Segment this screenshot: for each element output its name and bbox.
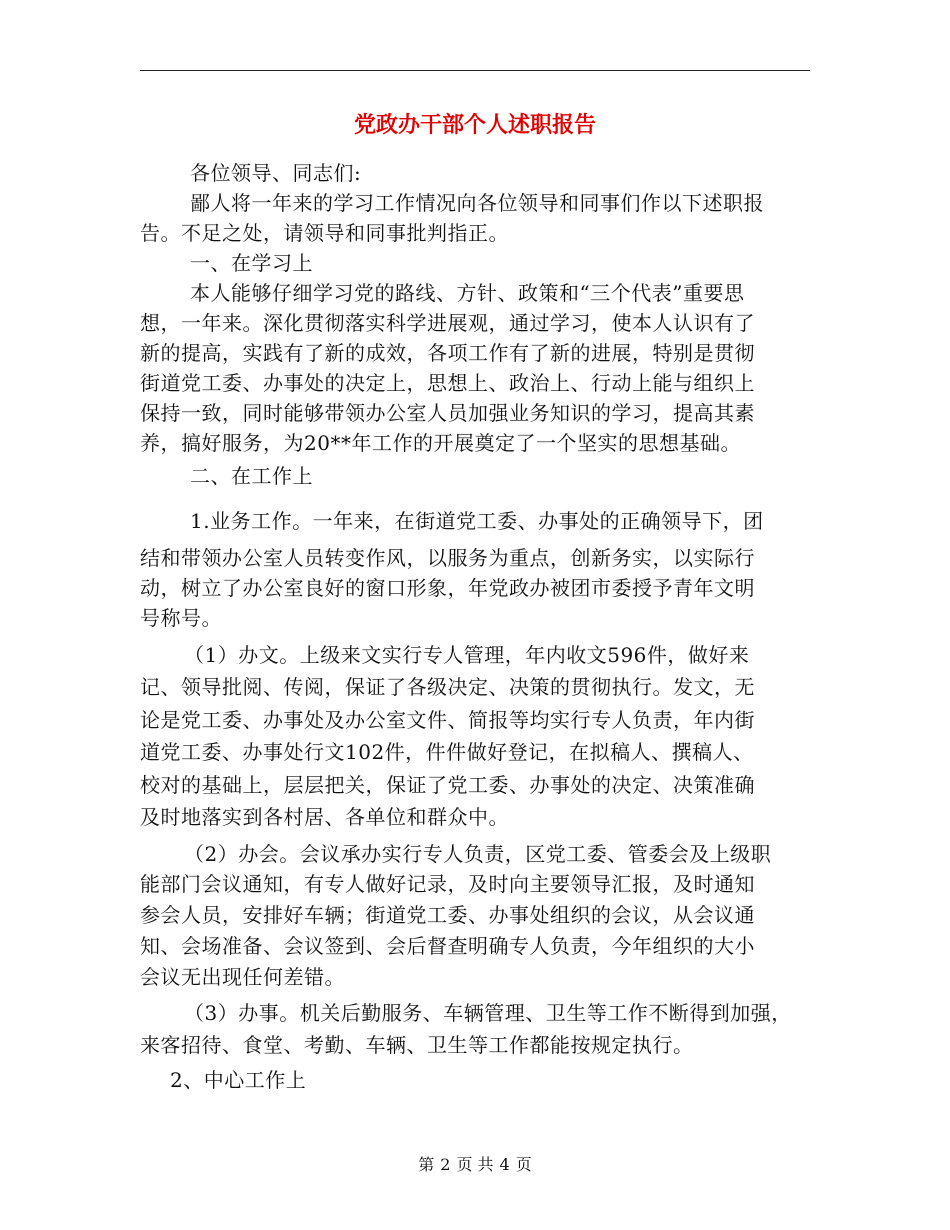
body-line: 道党工委、办事处行文102件，件件做好登记，在拟稿人、撰稿人、 (140, 740, 754, 764)
page-footer (0, 1153, 950, 1177)
body-line: 1.业务工作。一年来，在街道党工委、办事处的正确领导下，团 (190, 509, 764, 533)
body-line: （2）办会。会议承办实行专人负责，区党工委、管委会及上级职 (184, 842, 772, 866)
footer-middle: 页 共 (456, 1155, 494, 1174)
body-line: 新的提高，实践有了新的成效，各项工作有了新的进展，特别是贯彻 (140, 341, 755, 365)
body-line: 本人能够仔细学习党的路线、方针、政策和“三个代表”重要思 (190, 281, 745, 305)
body-line: 各位领导、同志们: (190, 161, 362, 185)
body-line: 记、领导批阅、传阅，保证了各级决定、决策的贯彻执行。发文，无 (140, 675, 755, 699)
body-line: 知、会场准备、会议签到、会后督查明确专人负责，今年组织的大小 (140, 934, 755, 958)
footer-page-number: 2 (440, 1155, 451, 1174)
body-line: 参会人员，安排好车辆；街道党工委、办事处组织的会议，从会议通 (140, 903, 755, 927)
body-line: 来客招待、食堂、考勤、车辆、卫生等工作都能按规定执行。 (140, 1033, 694, 1057)
body-line: 能部门会议通知，有专人做好记录，及时向主要领导汇报，及时通知 (140, 872, 755, 896)
body-line: 会议无出现任何差错。 (140, 965, 345, 989)
body-line: 想，一年来。深化贯彻落实科学进展观，通过学习，使本人认识有了 (140, 311, 755, 335)
body-line: 鄙人将一年来的学习工作情况向各位领导和同事们作以下述职报 (190, 191, 764, 215)
body-line: 养，搞好服务，为20**年工作的开展奠定了一个坚实的思想基础。 (140, 431, 741, 455)
body-line: 一、在学习上 (190, 251, 313, 275)
document-title: 党政办干部个人述职报告 (353, 112, 596, 138)
body-line: 街道党工委、办事处的决定上，思想上、政治上、行动上能与组织上 (140, 371, 755, 395)
body-line: （3）办事。机关后勤服务、车辆管理、卫生等工作不断得到加强， (184, 1001, 792, 1025)
footer-total-pages: 4 (499, 1155, 510, 1174)
body-line: 保持一致，同时能够带领办公室人员加强业务知识的学习，提高其素 (140, 401, 755, 425)
body-line: 动，树立了办公室良好的窗口形象，年党政办被团市委授予青年文明 (140, 576, 755, 600)
body-line: 二、在工作上 (190, 464, 313, 488)
body-line: 告。不足之处，请领导和同事批判指正。 (140, 221, 509, 245)
footer-prefix: 第 (418, 1155, 435, 1174)
body-line: 结和带领办公室人员转变作风，以服务为重点，创新务实，以实际行 (140, 546, 755, 570)
body-line: 校对的基础上，层层把关，保证了党工委、办事处的决定、决策准确 (140, 773, 755, 797)
footer-suffix: 页 (515, 1155, 532, 1174)
body-line: 2、中心工作上 (170, 1068, 307, 1092)
header-rule (140, 70, 810, 71)
body-line: 号称号。 (140, 606, 222, 630)
body-line: （1）办文。上级来文实行专人管理，年内收文596件，做好来 (184, 643, 750, 667)
body-line: 论是党工委、办事处及办公室文件、简报等均实行专人负责，年内街 (140, 708, 755, 732)
body-line: 及时地落实到各村居、各单位和群众中。 (140, 805, 509, 829)
